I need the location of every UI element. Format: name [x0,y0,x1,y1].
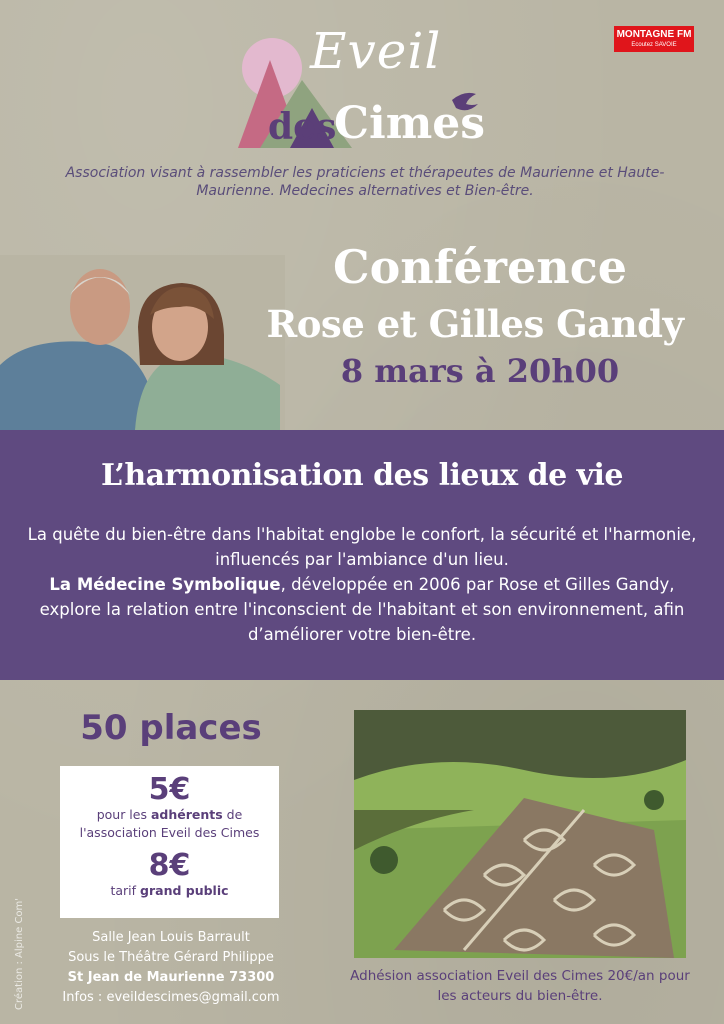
member-pre: pour les [96,807,151,822]
conference-description [26,522,698,647]
event-date: 8 mars à 20h00 [340,352,620,390]
event-speakers: Rose et Gilles Gandy [266,302,684,346]
venue-info [40,928,302,1008]
montagne-fm-logo [614,26,694,52]
speakers-photo [0,255,285,430]
logo-text-des: des [268,106,337,148]
price-box [60,766,279,918]
logo-text-cimes: Cimes [334,98,486,149]
public-pre: tarif [110,883,141,898]
conference-title: L’harmonisation des lieux de vie [100,458,624,493]
event-type: Conférence [332,240,627,294]
garden-photo [354,710,686,958]
description-highlight: La Médecine Symbolique [49,575,281,594]
venue-contact: Infos : eveildescimes@gmail.com [62,990,280,1005]
radio-sub: Ecoutez SAVOIE [631,42,677,48]
venue-city: St Jean de Maurienne 73300 [67,970,275,985]
venue-location: Sous le Théâtre Gérard Philippe [68,950,274,965]
description-paragraph-2: , développée en 2006 par Rose et Gilles Gandy, explore la relation entre l'inconscient de l'habitant et son environnement, afin d’améliorer votre bien-être. [39,575,685,644]
description-paragraph-1: La quête du bien-être dans l'habitat englobe le confort, la sécurité et l'harmonie, influencés par l'ambiance d'un lieu. [27,525,697,569]
public-price: 8€ [148,848,191,883]
public-price-desc [60,882,279,900]
venue-hall: Salle Jean Louis Barrault [92,930,250,945]
logo-text-eveil: Eveil [310,22,442,80]
member-price: 5€ [148,772,191,807]
member-bold: adhérents [150,807,223,822]
public-bold: grand public [140,883,229,898]
membership-info: Adhésion association Eveil des Cimes 20€/an pour les acteurs du bien-être. [350,968,690,1004]
places-count: 50 places [80,708,262,748]
member-post: de l'association Eveil des Cimes [79,807,260,840]
design-credit: Création : Alpine Com' [14,897,25,1010]
radio-name: MONTAGNE FM [616,29,692,40]
member-price-desc [60,806,279,842]
association-tagline: Association visant à rassembler les praticiens et thérapeutes de Maurienne et Haute-Maurienne. Medecines alternatives et Bien-être. [65,165,665,199]
